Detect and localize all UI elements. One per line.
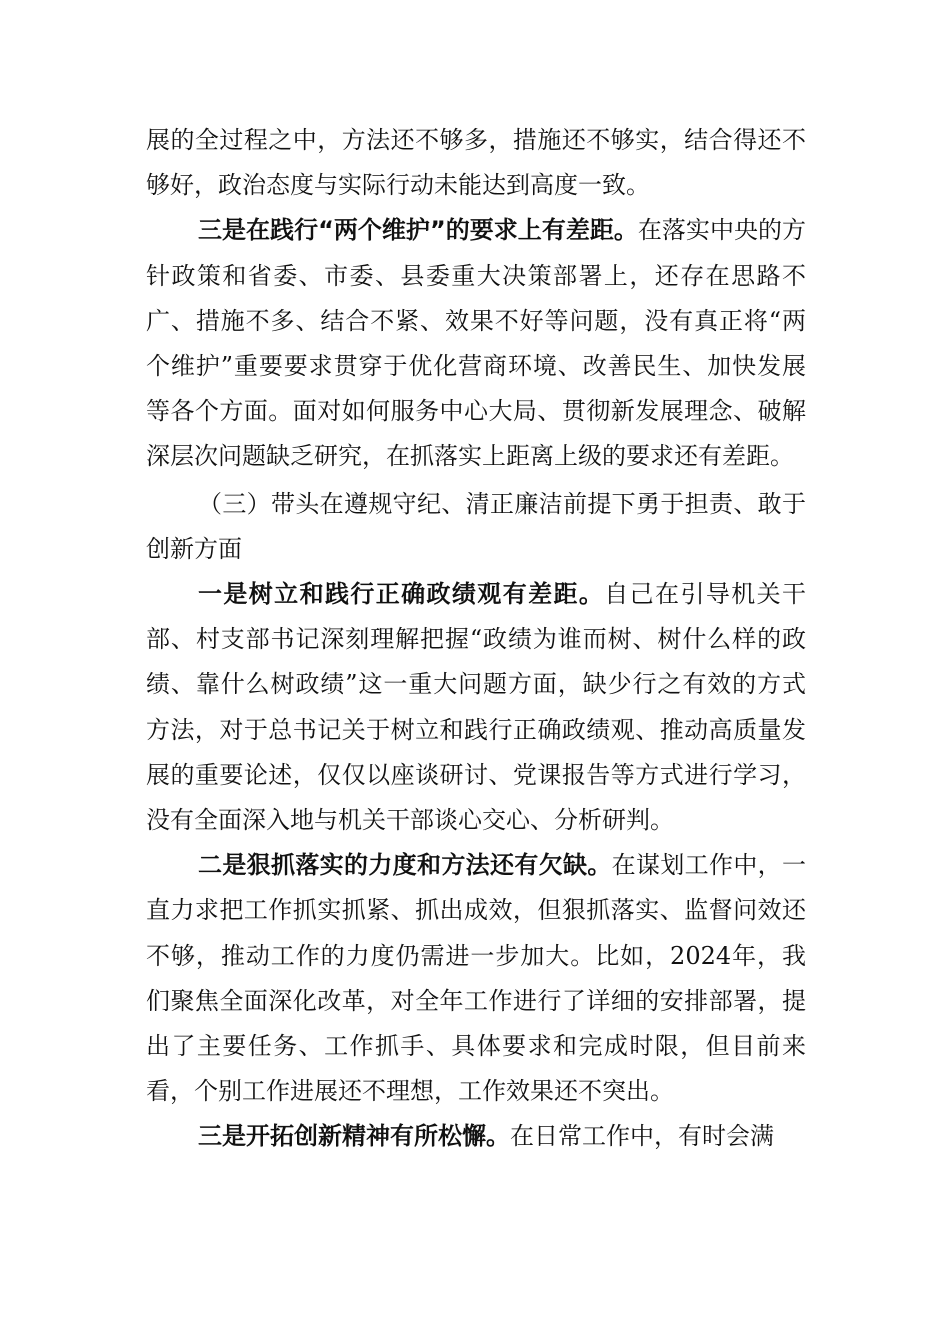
paragraph-performance-view [146, 572, 806, 843]
paragraph-implementation [146, 843, 806, 1114]
paragraph-text: 在谋划工作中，一直力求把工作抓实抓紧、抓出成效，但狠抓落实、监督问效还不够，推动工作的力度仍需进一步加大。比如，2024年，我们聚焦全面深化改革，对全年工作进行了详细的安排部署，提出了主要任务、工作抓手、具体要求和完成时限，但目前来看，个别工作进展还不理想，工作效果还不突出。 [146, 851, 807, 1106]
paragraph-text: 在落实中央的方针政策和省委、市委、县委重大决策部署上，还存在思路不广、措施不多、结合不紧、效果不好等问题，没有真正将“两个维护”重要要求贯穿于优化营商环境、改善民生、加快发展等各个方面。面对如何服务中心大局、贯彻新发展理念、破解深层次问题缺乏研究，在抓落实上距离上级的要求还有差距。 [146, 216, 806, 471]
paragraph-two-safeguards [146, 208, 806, 479]
paragraph-text: 展的全过程之中，方法还不够多，措施还不够实，结合得还不够好，政治态度与实际行动未能达到高度一致。 [146, 126, 806, 200]
paragraph-innovation [146, 1114, 806, 1159]
paragraph-continued [146, 118, 806, 208]
paragraph-lead: 三是开拓创新精神有所松懈。 [198, 1122, 510, 1151]
document-page [146, 118, 806, 1160]
paragraph-lead: 一是树立和践行正确政绩观有差距。 [198, 580, 605, 609]
paragraph-text: 在日常工作中，有时会满 [510, 1122, 774, 1151]
paragraph-lead: 二是狠抓落实的力度和方法还有欠缺。 [198, 851, 612, 880]
section-heading-text: （三）带头在遵规守纪、清正廉洁前提下勇于担责、敢于创新方面 [146, 489, 806, 563]
section-heading-three [146, 480, 806, 572]
paragraph-lead: 三是在践行“两个维护”的要求上有差距。 [198, 216, 638, 245]
paragraph-text: 自己在引导机关干部、村支部书记深刻理解把握“政绩为谁而树、树什么样的政绩、靠什么树政绩”这一重大问题方面，缺少行之有效的方式方法，对于总书记关于树立和践行正确政绩观、推动高质量发展的重要论述，仅仅以座谈研讨、党课报告等方式进行学习，没有全面深入地与机关干部谈心交心、分析研判。 [146, 580, 807, 835]
